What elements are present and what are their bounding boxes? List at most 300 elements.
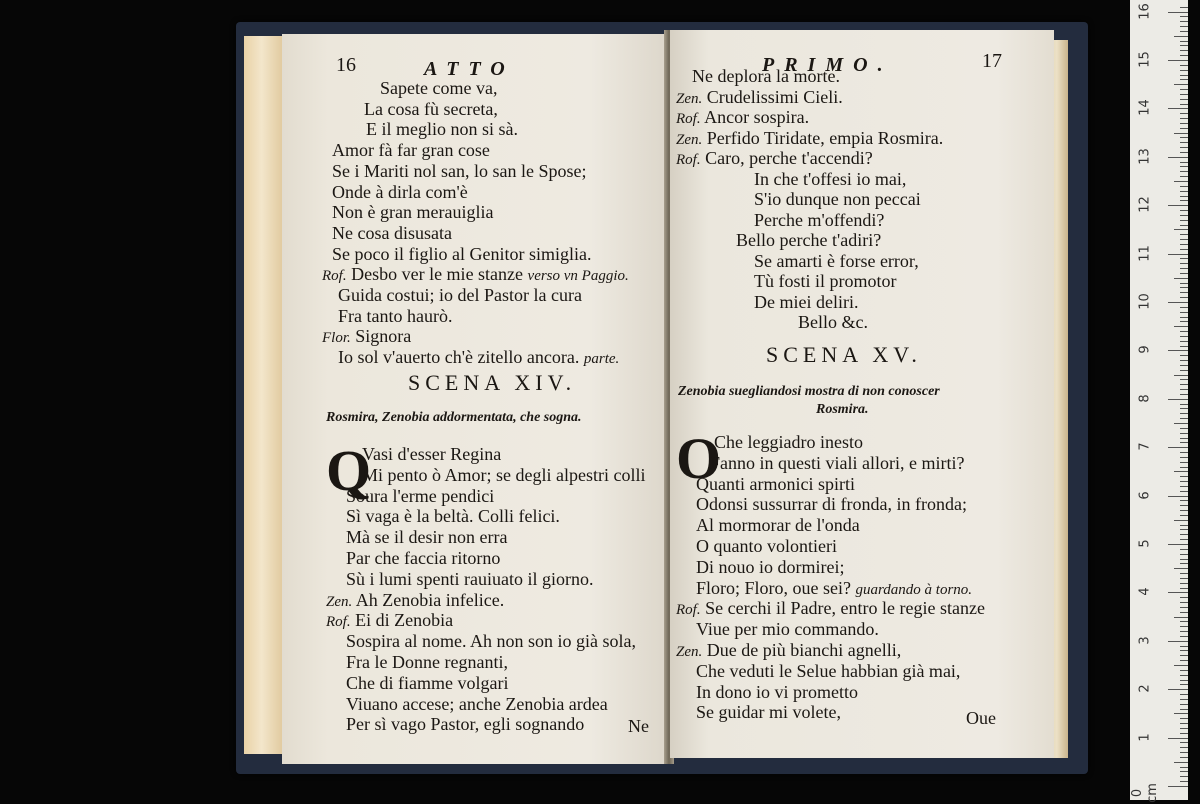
stage-direction: verso vn Paggio.	[527, 268, 629, 285]
ruler-tick	[1168, 592, 1188, 593]
verse-line	[332, 202, 493, 222]
ruler-tick	[1180, 559, 1188, 560]
ruler-label: 16	[1137, 2, 1153, 20]
ruler-tick	[1180, 709, 1188, 710]
verse-text: Che veduti le Selue habbian già mai,	[696, 660, 961, 681]
ruler-tick	[1180, 781, 1188, 782]
verse-text: Vasi d'esser Regina	[362, 444, 502, 464]
ruler-tick	[1180, 360, 1188, 361]
verse-text: Ne cosa disusata	[332, 222, 452, 243]
verse-line	[362, 444, 501, 464]
ruler-tick	[1174, 568, 1188, 569]
verse-text: Al mormorar de l'onda	[696, 515, 860, 536]
verse-text: Caro, perche t'accendi?	[705, 148, 873, 168]
verse-text: Fra le Donne regnanti,	[346, 652, 508, 672]
ruler-tick	[1168, 157, 1188, 158]
ruler-tick	[1168, 641, 1188, 642]
verse-line	[710, 453, 964, 473]
ruler-tick	[1174, 713, 1188, 714]
measurement-ruler	[1130, 0, 1188, 803]
ruler-tick	[1180, 694, 1188, 695]
ruler-tick	[1180, 602, 1188, 603]
stage-direction: parte.	[583, 351, 620, 368]
ruler-label: 11	[1137, 244, 1153, 262]
ruler-tick	[1180, 699, 1188, 700]
ruler-tick	[1180, 379, 1188, 380]
ruler-tick	[1180, 41, 1188, 42]
ruler-tick	[1180, 220, 1188, 221]
ruler-tick	[1174, 181, 1188, 182]
ruler-tick	[1180, 728, 1188, 729]
ruler-tick	[1180, 718, 1188, 719]
ruler-tick	[1174, 665, 1188, 666]
verse-text: Mà se il desir non erra	[346, 527, 508, 548]
ruler-tick	[1180, 525, 1188, 526]
verse-line	[346, 506, 560, 526]
ruler-tick	[1180, 123, 1188, 124]
ruler-label: 5	[1137, 539, 1153, 548]
verse-line	[322, 326, 411, 348]
ruler-tick	[1180, 418, 1188, 419]
verse-line	[696, 619, 879, 639]
ruler-tick	[1168, 302, 1188, 303]
verse-line	[346, 569, 593, 589]
ruler-tick	[1180, 50, 1188, 51]
verse-text: Mi pento ò Amor; se degli alpestri colli	[362, 464, 646, 485]
ruler-tick	[1168, 738, 1188, 739]
verse-text: Fanno in questi viali allori, e mirti?	[710, 452, 965, 473]
verse-text: Io sol v'auerto ch'è zitello ancora.	[338, 347, 580, 368]
verse-line	[366, 119, 518, 139]
verse-text: Viue per mio commando.	[696, 619, 879, 640]
ruler-tick	[1180, 317, 1188, 318]
verse-text: Sapete come va,	[380, 78, 498, 98]
verse-line	[326, 610, 453, 632]
verse-text: Par che faccia ritorno	[346, 548, 501, 568]
verse-text: Se guidar mi volete,	[696, 702, 841, 723]
ruler-tick	[1180, 452, 1188, 453]
verse-text: Perfido Tiridate, empia Rosmira.	[706, 127, 944, 148]
verse-text: Se i Mariti nol san, lo san le Spose;	[332, 160, 587, 181]
verse-text: De miei deliri.	[754, 291, 859, 312]
ruler-tick	[1180, 404, 1188, 405]
verse-line	[332, 223, 452, 243]
ruler-tick	[1180, 428, 1188, 429]
verse-line	[332, 140, 490, 160]
ruler-tick	[1180, 462, 1188, 463]
running-header: ATTO	[424, 58, 515, 80]
ruler-tick	[1180, 225, 1188, 226]
ruler-tick	[1180, 747, 1188, 748]
verse-line	[696, 702, 841, 722]
ruler-tick	[1180, 539, 1188, 540]
verse-line	[676, 148, 873, 170]
verse-line	[754, 292, 858, 312]
ruler-tick	[1180, 704, 1188, 705]
ruler-tick	[1180, 70, 1188, 71]
ruler-tick	[1180, 573, 1188, 574]
ruler-tick	[1168, 689, 1188, 690]
ruler-tick	[1168, 205, 1188, 206]
ruler-tick	[1180, 723, 1188, 724]
ruler-tick	[1180, 341, 1188, 342]
verse-line	[346, 673, 508, 693]
verse-text: Se poco il figlio al Genitor simiglia.	[332, 243, 592, 264]
verse-text: Odonsi sussurrar di fronda, in fronda;	[696, 494, 967, 515]
verse-text: Ei di Zenobia	[355, 610, 454, 631]
ruler-tick	[1180, 200, 1188, 201]
ruler-tick	[1180, 346, 1188, 347]
ruler-tick	[1174, 36, 1188, 37]
ruler-tick	[1180, 660, 1188, 661]
verse-line	[346, 694, 608, 714]
ruler-tick	[1180, 486, 1188, 487]
verse-line	[676, 128, 943, 150]
verse-line	[754, 169, 906, 189]
ruler-label: 2	[1137, 684, 1153, 693]
verse-line	[696, 494, 967, 514]
ruler-tick	[1180, 273, 1188, 274]
verse-line	[338, 306, 452, 326]
ruler-tick	[1180, 491, 1188, 492]
ruler-tick	[1180, 89, 1188, 90]
verse-line	[754, 271, 897, 291]
ruler-tick	[1174, 375, 1188, 376]
ruler-tick	[1180, 771, 1188, 772]
verse-text: E il meglio non si sà.	[366, 119, 518, 140]
ruler-tick	[1180, 534, 1188, 535]
verse-text: Signora	[355, 326, 412, 347]
ruler-tick	[1180, 529, 1188, 530]
ruler-tick	[1180, 26, 1188, 27]
ruler-tick	[1180, 442, 1188, 443]
left-page	[282, 34, 666, 764]
verse-line	[332, 244, 591, 264]
verse-text: In dono io vi prometto	[696, 681, 858, 702]
speaker-label: Rof.	[676, 152, 701, 168]
ruler-tick	[1180, 307, 1188, 308]
verse-line	[346, 652, 508, 672]
ruler-tick	[1180, 7, 1188, 8]
ruler-tick	[1180, 733, 1188, 734]
ruler-tick	[1180, 118, 1188, 119]
verse-line	[714, 432, 863, 452]
ruler-tick	[1180, 215, 1188, 216]
ruler-tick	[1180, 578, 1188, 579]
verse-text: Desbo ver le mie stanze	[351, 264, 524, 285]
ruler-tick	[1174, 278, 1188, 279]
verse-text: Soura l'erme pendici	[346, 485, 495, 506]
ruler-tick	[1180, 612, 1188, 613]
verse-line	[326, 590, 504, 612]
ruler-tick	[1180, 297, 1188, 298]
ruler-tick	[1180, 597, 1188, 598]
ruler-tick	[1180, 467, 1188, 468]
ruler-tick	[1180, 655, 1188, 656]
ruler-label: 3	[1137, 636, 1153, 645]
ruler-tick	[1180, 365, 1188, 366]
ruler-label: 12	[1137, 196, 1153, 213]
ruler-label: 13	[1137, 148, 1153, 165]
scene-title: SCENA XIV.	[408, 370, 577, 395]
verse-text: Tù fosti il promotor	[754, 271, 897, 291]
speaker-label: Zen.	[676, 131, 703, 148]
ruler-tick	[1180, 263, 1188, 264]
verse-line	[332, 182, 468, 202]
ruler-tick	[1180, 176, 1188, 177]
verse-line	[696, 557, 844, 577]
ruler-tick	[1180, 510, 1188, 511]
ruler-tick	[1180, 104, 1188, 105]
ruler-tick	[1180, 312, 1188, 313]
ruler-tick	[1180, 500, 1188, 501]
ruler-tick	[1180, 336, 1188, 337]
ruler-tick	[1174, 84, 1188, 85]
verse-text: Per sì vago Pastor, egli sognando	[346, 714, 585, 735]
ruler-tick	[1180, 370, 1188, 371]
verse-text: Sù i lumi spenti rauiuato il giorno.	[346, 568, 594, 589]
ruler-tick	[1180, 680, 1188, 681]
ruler-tick	[1180, 675, 1188, 676]
verse-line	[676, 87, 843, 109]
ruler-tick	[1180, 166, 1188, 167]
ruler-label: 0 cm	[1130, 783, 1160, 803]
verse-line	[338, 285, 582, 305]
ruler-tick	[1180, 171, 1188, 172]
ruler-tick	[1180, 244, 1188, 245]
page-number: 17	[982, 50, 1002, 72]
ruler-tick	[1180, 394, 1188, 395]
verse-text: Amor fà far gran cose	[332, 140, 490, 161]
ruler-tick	[1180, 94, 1188, 95]
ruler-tick	[1180, 21, 1188, 22]
ruler-tick	[1180, 776, 1188, 777]
drop-cap: O	[676, 426, 722, 491]
verse-line	[676, 107, 809, 129]
ruler-tick	[1180, 636, 1188, 637]
verse-text: Che leggiadro inesto	[714, 432, 863, 452]
ruler-tick	[1180, 99, 1188, 100]
verse-text: Quanti armonici spirti	[696, 473, 855, 494]
ruler-tick	[1174, 617, 1188, 618]
verse-line	[692, 66, 840, 86]
speaker-label: Rof.	[326, 614, 351, 631]
ruler-tick	[1174, 133, 1188, 134]
verse-line	[676, 598, 985, 620]
verse-line	[754, 189, 921, 209]
verse-line	[676, 640, 901, 662]
ruler-tick	[1180, 515, 1188, 516]
verse-text: Bello &c.	[798, 312, 868, 332]
verse-line	[754, 210, 884, 230]
ruler-tick	[1180, 621, 1188, 622]
ruler-tick	[1180, 287, 1188, 288]
verse-line	[696, 536, 837, 556]
ruler-tick	[1180, 162, 1188, 163]
verse-text: Guida costui; io del Pastor la cura	[338, 285, 582, 305]
verse-line	[322, 264, 629, 286]
ruler-tick	[1180, 583, 1188, 584]
ruler-tick	[1180, 16, 1188, 17]
verse-line	[364, 99, 498, 119]
ruler-tick	[1180, 191, 1188, 192]
verse-line	[380, 78, 497, 98]
ruler-label: 8	[1137, 394, 1153, 403]
ruler-tick	[1180, 752, 1188, 753]
ruler-label: 9	[1137, 345, 1153, 355]
ruler-tick	[1180, 588, 1188, 589]
verse-line	[736, 230, 881, 250]
ruler-tick	[1174, 471, 1188, 472]
verse-line	[332, 161, 586, 181]
ruler-tick	[1180, 249, 1188, 250]
ruler-tick	[1180, 438, 1188, 439]
speaker-label: Zen.	[326, 593, 353, 610]
verse-text: In che t'offesi io mai,	[754, 168, 907, 189]
ruler-tick	[1180, 128, 1188, 129]
speaker-label: Zen.	[676, 644, 703, 660]
ruler-tick	[1180, 505, 1188, 506]
speaker-label: Rof.	[676, 602, 701, 619]
ruler-tick	[1180, 331, 1188, 332]
ruler-tick	[1180, 670, 1188, 671]
verse-text: S'io dunque non peccai	[754, 189, 921, 209]
verse-line	[346, 486, 494, 506]
ruler-tick	[1168, 60, 1188, 61]
ruler-tick	[1180, 631, 1188, 632]
ruler-tick	[1180, 757, 1188, 758]
ruler-tick	[1180, 137, 1188, 138]
ruler-tick	[1174, 762, 1188, 763]
ruler-tick	[1180, 433, 1188, 434]
ruler-tick	[1180, 413, 1188, 414]
ruler-tick	[1180, 196, 1188, 197]
ruler-tick	[1180, 258, 1188, 259]
ruler-tick	[1180, 152, 1188, 153]
ruler-tick	[1180, 607, 1188, 608]
verse-line	[338, 347, 619, 369]
ruler-tick	[1180, 389, 1188, 390]
running-header: PRIMO.	[762, 54, 893, 76]
ruler-tick	[1168, 12, 1188, 13]
verse-text: Onde à dirla com'è	[332, 181, 468, 202]
verse-line	[696, 515, 860, 535]
verse-text: Di nouo io dormirei;	[696, 556, 845, 577]
ruler-tick	[1168, 544, 1188, 545]
drop-cap: Q	[326, 438, 372, 503]
ruler-tick	[1180, 626, 1188, 627]
ruler-tick	[1174, 423, 1188, 424]
ruler-tick	[1180, 684, 1188, 685]
verse-text: Ancor sospira.	[704, 107, 810, 127]
ruler-tick	[1180, 283, 1188, 284]
verse-text: Viuano accese; anche Zenobia ardea	[346, 693, 608, 714]
verse-text: Ah Zenobia infelice.	[355, 589, 505, 610]
ruler-tick	[1180, 563, 1188, 564]
ruler-tick	[1168, 786, 1188, 787]
verse-text: Ne deplora la morte.	[692, 66, 840, 86]
verse-line	[696, 578, 972, 600]
catchword: Ne	[628, 716, 649, 736]
ruler-tick	[1168, 399, 1188, 400]
ruler-label: 6	[1137, 490, 1153, 500]
ruler-tick	[1180, 767, 1188, 768]
verse-line	[346, 631, 636, 651]
ruler-tick	[1180, 268, 1188, 269]
verse-line	[798, 312, 868, 332]
speaker-label: Flor.	[322, 330, 351, 347]
ruler-tick	[1180, 321, 1188, 322]
verse-line	[754, 251, 919, 271]
ruler-tick	[1174, 326, 1188, 327]
ruler-tick	[1180, 650, 1188, 651]
ruler-tick	[1180, 31, 1188, 32]
verse-text: Se amarti è forse error,	[754, 250, 919, 271]
ruler-tick	[1180, 186, 1188, 187]
ruler-tick	[1180, 292, 1188, 293]
verse-text: Floro; Floro, oue sei?	[696, 577, 851, 598]
ruler-tick	[1174, 229, 1188, 230]
ruler-tick	[1180, 142, 1188, 143]
ruler-tick	[1168, 350, 1188, 351]
ruler-tick	[1180, 79, 1188, 80]
scene-cast-line-1: Zenobia suegliandosi mostra di non conoscer	[678, 384, 940, 399]
ruler-label: 10	[1137, 293, 1153, 310]
verse-line	[362, 465, 645, 485]
ruler-tick	[1180, 549, 1188, 550]
verse-line	[696, 661, 960, 681]
speaker-label: Rof.	[322, 268, 347, 285]
verse-text: Che di fiamme volgari	[346, 672, 509, 693]
ruler-label: 15	[1137, 51, 1153, 68]
right-page	[670, 30, 1054, 758]
verse-line	[346, 714, 584, 734]
ruler-tick	[1180, 234, 1188, 235]
ruler-tick	[1180, 239, 1188, 240]
ruler-label: 1	[1137, 732, 1153, 742]
stage-direction: guardando à torno.	[855, 581, 973, 598]
ruler-tick	[1174, 520, 1188, 521]
speaker-label: Zen.	[676, 90, 703, 107]
ruler-tick	[1180, 147, 1188, 148]
ruler-tick	[1180, 476, 1188, 477]
catchword: Oue	[966, 708, 996, 728]
verse-text: Due de più bianchi agnelli,	[706, 640, 902, 660]
ruler-tick	[1180, 408, 1188, 409]
ruler-tick	[1180, 65, 1188, 66]
verse-text: Perche m'offendi?	[754, 209, 885, 230]
scene-cast: Rosmira, Zenobia addormentata, che sogna.	[326, 410, 582, 425]
ruler-tick	[1180, 113, 1188, 114]
ruler-tick	[1180, 210, 1188, 211]
ruler-label: 4	[1137, 587, 1153, 597]
verse-text: Sì vaga è la beltà. Colli felici.	[346, 506, 560, 527]
verse-text: Sospira al nome. Ah non son io già sola,	[346, 631, 636, 652]
ruler-tick	[1180, 554, 1188, 555]
verse-line	[696, 474, 855, 494]
scene-title: SCENA XV.	[766, 342, 922, 367]
ruler-tick	[1180, 742, 1188, 743]
verse-text: Crudelissimi Cieli.	[706, 86, 843, 107]
ruler-tick	[1180, 55, 1188, 56]
ruler-tick	[1168, 108, 1188, 109]
verse-text: Bello perche t'adiri?	[736, 230, 882, 250]
scene-cast-line-2: Rosmira.	[816, 402, 869, 417]
ruler-tick	[1180, 384, 1188, 385]
ruler-tick	[1168, 447, 1188, 448]
ruler-tick	[1180, 355, 1188, 356]
ruler-tick	[1168, 496, 1188, 497]
